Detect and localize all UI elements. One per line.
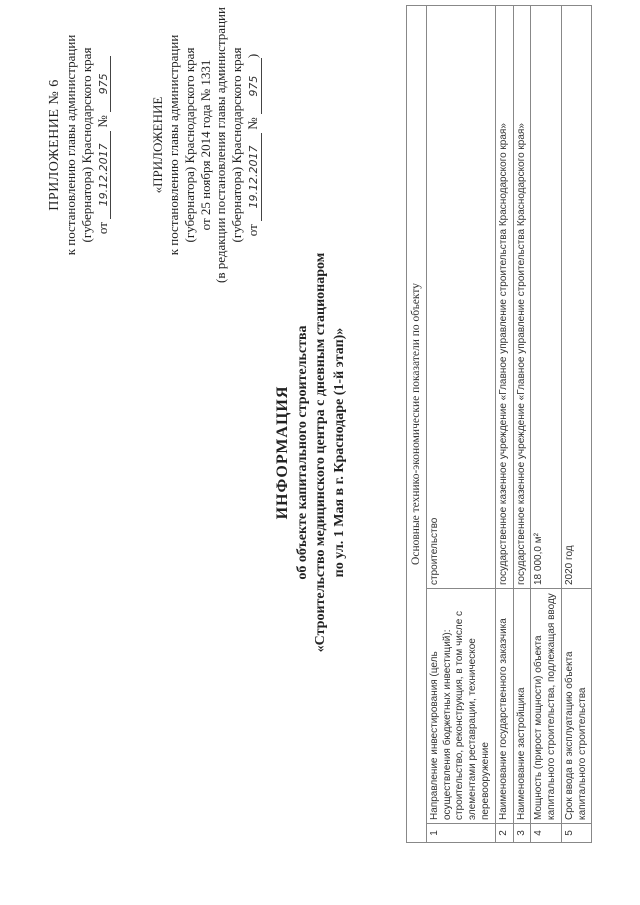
appendix-6-line1: к постановлению главы администрации [63, 34, 79, 256]
title-subheading: об объекте капитального строительства [294, 325, 310, 580]
table-row [426, 6, 495, 843]
table-header-row [407, 6, 427, 843]
appendix-quoted-line4: (в редакции постановления главы администрации [213, 7, 229, 283]
appendix-quoted-block [150, 0, 262, 345]
from-label: от [245, 224, 261, 237]
appendix-quoted-date-line [245, 0, 261, 345]
appendix-6-line2: (губернатора) Краснодарского края [78, 47, 94, 243]
table-row [531, 6, 562, 843]
appendix-quoted-line3: от 25 ноября 2014 года № 1331 [197, 59, 213, 231]
table-section-header: Основные технико-экономические показатели по объекту [407, 6, 427, 843]
closing-paren: ) [245, 53, 261, 59]
row-value: государственное казенное учреждение «Главное управление строительства Краснодарского края» [495, 6, 513, 589]
handwritten-number: 975 [97, 56, 111, 112]
appendix-6-block [46, 0, 111, 345]
row-number: 3 [513, 824, 531, 843]
row-number: 2 [495, 824, 513, 843]
appendix-quoted-heading: «ПРИЛОЖЕНИЕ [150, 96, 165, 194]
row-label: Направление инвестирования (цель осуществления бюджетных инвестиций): строительство, реконструкция, в том числе с элементами реставрации, техническое перевооружение [426, 589, 495, 824]
appendix-quoted-line5: (губернатора) Краснодарского края [229, 47, 245, 243]
row-value: государственное казенное учреждение «Главное управление строительства Краснодарского края» [513, 6, 531, 589]
indicators-table [406, 5, 592, 843]
row-value: строительство [426, 6, 495, 589]
row-label: Наименование государственного заказчика [495, 589, 513, 824]
table-row [495, 6, 513, 843]
title-object-name-line2: по ул. 1 Мая в г. Краснодаре (1-й этап)» [332, 327, 348, 578]
row-number: 5 [561, 824, 592, 843]
number-sign: № [245, 117, 261, 130]
row-value: 2020 год [561, 6, 592, 589]
row-label: Срок ввода в эксплуатацию объекта капитального строительства [561, 589, 592, 824]
table-row [513, 6, 531, 843]
row-label: Наименование застройщика [513, 589, 531, 824]
row-label: Мощность (прирост мощности) объекта капитального строительства, подлежащая вводу [531, 589, 562, 824]
row-value: 18 000,0 м² [531, 6, 562, 589]
row-number: 1 [426, 824, 495, 843]
from-label: от [94, 222, 110, 235]
handwritten-number: 975 [247, 58, 261, 114]
appendix-6-heading: ПРИЛОЖЕНИЕ № 6 [47, 79, 62, 211]
appendix-quoted-line1: к постановлению главы администрации [165, 34, 181, 256]
title-object-name-line1: «Строительство медицинского центра с дневным стационаром [313, 252, 329, 653]
row-number: 4 [531, 824, 562, 843]
number-sign: № [94, 115, 110, 128]
appendix-6-date-line [95, 0, 111, 345]
table-row [561, 6, 592, 843]
document-title [272, 0, 350, 905]
handwritten-date: 19.12.2017 [247, 133, 261, 221]
title-heading: ИНФОРМАЦИЯ [274, 385, 291, 520]
handwritten-date: 19.12.2017 [97, 131, 111, 219]
appendix-quoted-line2: (губернатора) Краснодарского края [181, 47, 197, 243]
